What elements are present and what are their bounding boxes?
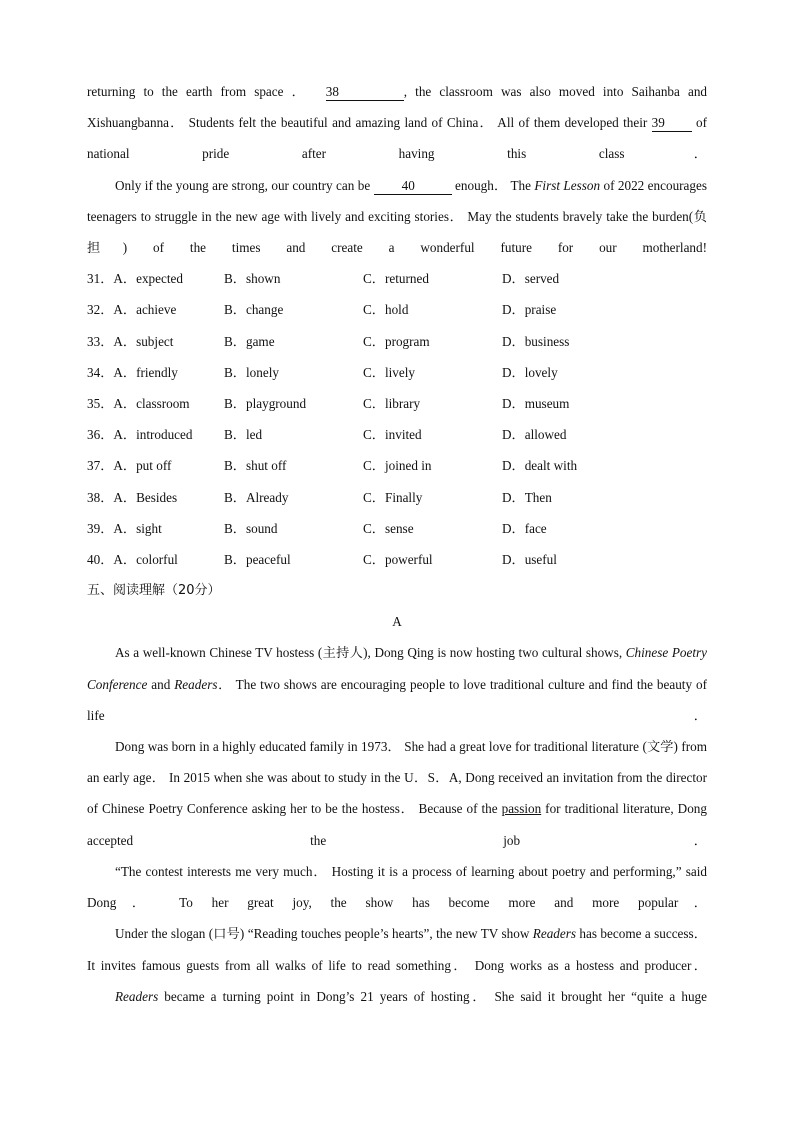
- reading-paragraph-1: As a well-known Chinese TV hostess (主持人), Dong Qing is now hosting two cultural shows, Chinese Poetry Conference and Readers． The two shows are encouraging people to love traditional culture and find the beauty of life．: [87, 645, 708, 723]
- option-c: C．Finally: [363, 489, 423, 505]
- passage-label: A: [392, 614, 402, 630]
- option-a: A．achieve: [113, 302, 177, 318]
- option-a: A．expected: [113, 271, 183, 287]
- underlined-word: passion: [501, 801, 542, 817]
- option-d: D．museum: [502, 395, 570, 411]
- question-row: 33．A．subject B．game C．program D．business: [87, 326, 707, 357]
- option-c: C．powerful: [363, 551, 433, 567]
- option-b: B．led: [224, 427, 263, 443]
- question-row: 32．A．achieve B．change C．hold D．praise: [87, 294, 707, 325]
- option-c: C．returned: [363, 271, 429, 287]
- blank-38: 38: [326, 84, 404, 101]
- blank-40: 40: [374, 178, 452, 195]
- option-c: C．invited: [363, 427, 422, 443]
- option-a: A．Besides: [113, 489, 178, 505]
- question-row: 39．A．sight B．sound C．sense D．face: [87, 513, 707, 544]
- option-b: B．shown: [224, 271, 281, 287]
- option-b: B．game: [224, 333, 275, 349]
- question-row: 31．A．expected B．shown C．returned D．served: [87, 263, 707, 294]
- cloze-paragraph-1: returning to the earth from space ． 38 , the classroom was also moved into Saihanba and Xishuangbanna． Students felt the beautiful and amazing land of China． All of them developed their 39 of national pride after having this class．: [87, 84, 708, 162]
- option-d: D．allowed: [502, 427, 567, 443]
- cloze-paragraph-2: Only if the young are strong, our country can be 40 enough． The First Lesson of 2022 encourages teenagers to struggle in the new age with lively and exciting stories． May the students bravely take the burden(负担) of the times and create a wonderful future for our motherland!: [87, 177, 707, 256]
- option-c: C．lively: [363, 364, 416, 380]
- blank-39: 39: [652, 115, 692, 132]
- option-d: D．Then: [502, 489, 552, 505]
- option-d: D．face: [502, 520, 547, 536]
- option-d: D．praise: [502, 302, 557, 318]
- reading-paragraph-2: Dong was born in a highly educated family in 1973． She had a great love for traditional literature (文学) from an early age． In 2015 when she was about to study in the U．S．A, Dong received an invitation from the director of Chinese Poetry Conference asking her to be the hostess． Because of the passion for traditional literature, Dong accepted the job．: [87, 739, 707, 848]
- reading-paragraph-4: Under the slogan (口号) “Reading touches people’s hearts”, the new TV show Readers has become a success． It invites famous guests from all walks of life to read something． Dong works as a hostess and producer．: [87, 926, 707, 973]
- option-c: C．hold: [363, 302, 409, 318]
- option-b: B．lonely: [224, 364, 279, 380]
- option-d: D．lovely: [502, 364, 558, 380]
- option-d: D．business: [502, 333, 570, 349]
- option-a: A．introduced: [113, 427, 193, 443]
- option-c: C．joined in: [363, 458, 432, 474]
- option-a: A．colorful: [113, 551, 178, 567]
- option-d: D．dealt with: [502, 458, 578, 474]
- option-b: B．peaceful: [224, 551, 291, 567]
- option-c: C．sense: [363, 520, 414, 536]
- option-b: B．change: [224, 302, 284, 318]
- option-d: D．served: [502, 271, 560, 287]
- reading-paragraph-3: “The contest interests me very much． Hosting it is a process of learning about poetry and performing,” said Dong． To her great joy, the show has become more and more popular．: [87, 863, 707, 911]
- option-b: B．playground: [224, 395, 307, 411]
- section-title: 五、阅读理解（20分）: [87, 583, 221, 599]
- option-b: B．shut off: [224, 458, 287, 474]
- option-c: C．library: [363, 395, 421, 411]
- option-b: B．Already: [224, 489, 289, 505]
- reading-paragraph-5: Readers became a turning point in Dong’s 21 years of hosting． She said it brought her “quite a huge: [115, 988, 707, 1004]
- exam-page: [87, 76, 707, 1012]
- option-a: A．subject: [113, 333, 174, 349]
- question-row: 36．A．introduced B．led C．invited D．allowed: [87, 419, 707, 450]
- question-row: 35．A．classroom B．playground C．library D．museum: [87, 388, 707, 419]
- option-a: A．classroom: [113, 395, 190, 411]
- question-row: 34．A．friendly B．lonely C．lively D．lovely: [87, 357, 707, 388]
- option-a: A．friendly: [113, 364, 178, 380]
- option-d: D．useful: [502, 551, 557, 567]
- option-b: B．sound: [224, 520, 278, 536]
- question-row: 38．A．Besides B．Already C．Finally D．Then: [87, 482, 707, 513]
- option-a: A．put off: [113, 458, 172, 474]
- question-row: 40．A．colorful B．peaceful C．powerful D．useful: [87, 544, 707, 575]
- question-list: [87, 263, 707, 575]
- question-row: 37．A．put off B．shut off C．joined in D．dealt with: [87, 450, 707, 481]
- option-a: A．sight: [113, 520, 162, 536]
- option-c: C．program: [363, 333, 430, 349]
